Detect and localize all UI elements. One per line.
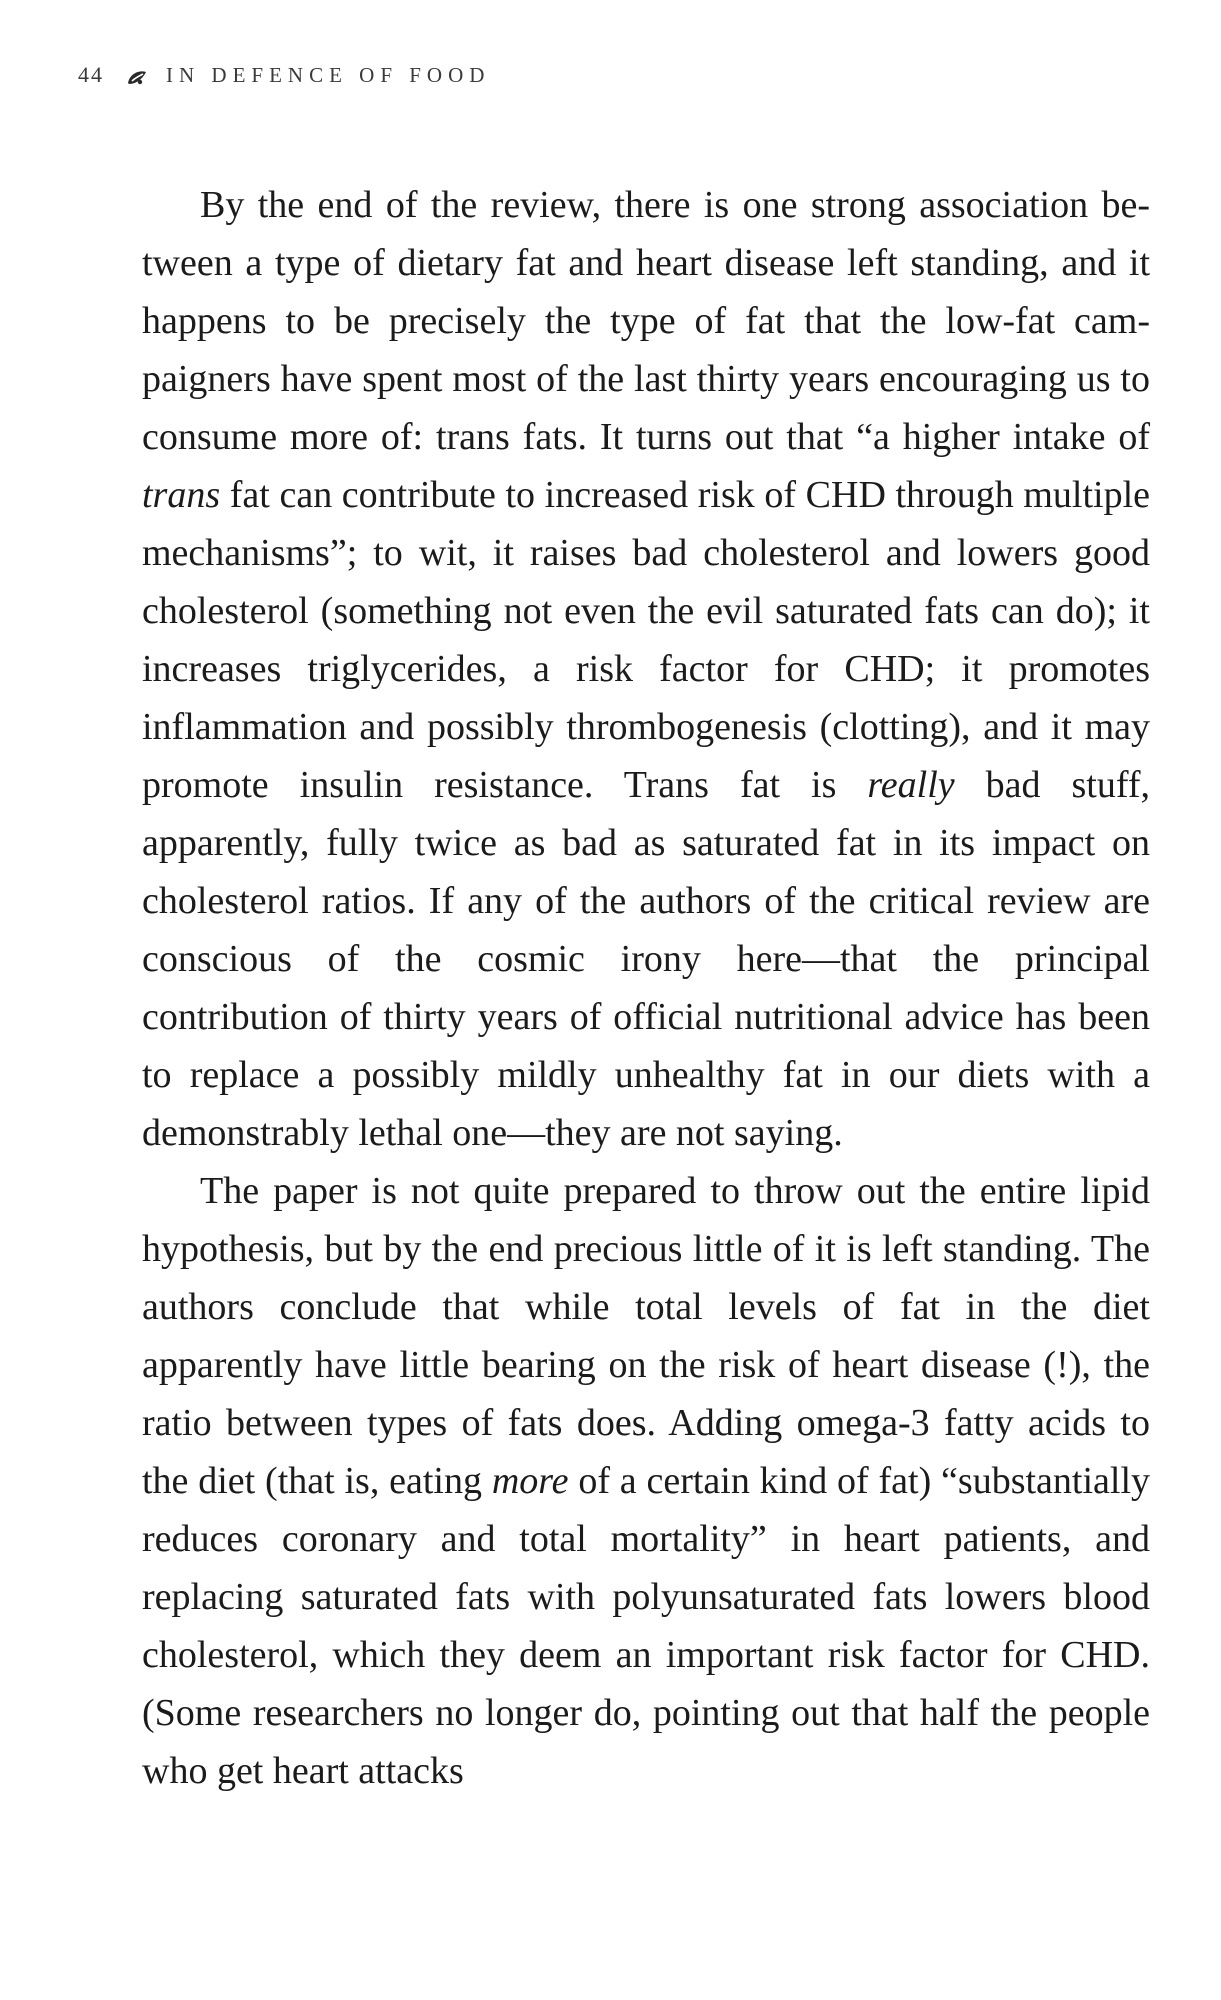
text-run: By the end of the review, there is one strong association between a type of dietary fat and heart disease left standing, and it happens to be precisely the type of fat that the low-fat campaigners have spent most of the last thirty years encouraging us to consume more of: trans fats. It turns out that “a higher intake of (142, 184, 1150, 458)
italic-text-run: trans (142, 474, 221, 516)
text-run: fat can contribute to increased risk of CHD through multiple mechanisms”; to wit, it raises bad cholesterol and lowers good cholesterol (something not even the evil saturated fats can do); it increases triglycerides, a risk factor for CHD; it promotes inflammation and possibly thrombogenesis (clotting), and it may promote insulin resistance. Trans fat is (142, 474, 1150, 806)
italic-text-run: really (867, 764, 955, 806)
paragraph (142, 176, 1150, 1162)
body-text (142, 176, 1150, 1800)
running-title: IN DEFENCE OF FOOD (166, 62, 491, 87)
paragraph (142, 1162, 1150, 1800)
text-run: bad stuff, apparently, fully twice as bad as saturated fat in its impact on cholesterol ratios. If any of the authors of the critical review are conscious of the cosmic irony here—that the principal contribution of thirty years of official nutritional advice has been to replace a possibly mildly unhealthy fat in our diets with a demonstrably lethal one—they are not saying. (142, 764, 1150, 1154)
leaf-ornament-icon (126, 67, 148, 85)
page-number: 44 (78, 62, 104, 87)
text-run: of a certain kind of fat) “substantially reduces coronary and total mortality” in heart patients, and replacing saturated fats with polyunsaturated fats lowers blood cholesterol, which they deem an important risk factor for CHD. (Some researchers no longer do, pointing out that half the people who get heart attacks (142, 1460, 1151, 1792)
italic-text-run: more (491, 1460, 569, 1502)
text-run: The paper is not quite prepared to throw out the entire lipid hypothesis, but by the end precious little of it is left standing. The authors conclude that while total levels of fat in the diet apparently have little bearing on the risk of heart disease (!), the ratio between types of fats does. Adding omega-3 fatty acids to the diet (that is, eating (142, 1170, 1150, 1502)
running-header (78, 62, 490, 88)
